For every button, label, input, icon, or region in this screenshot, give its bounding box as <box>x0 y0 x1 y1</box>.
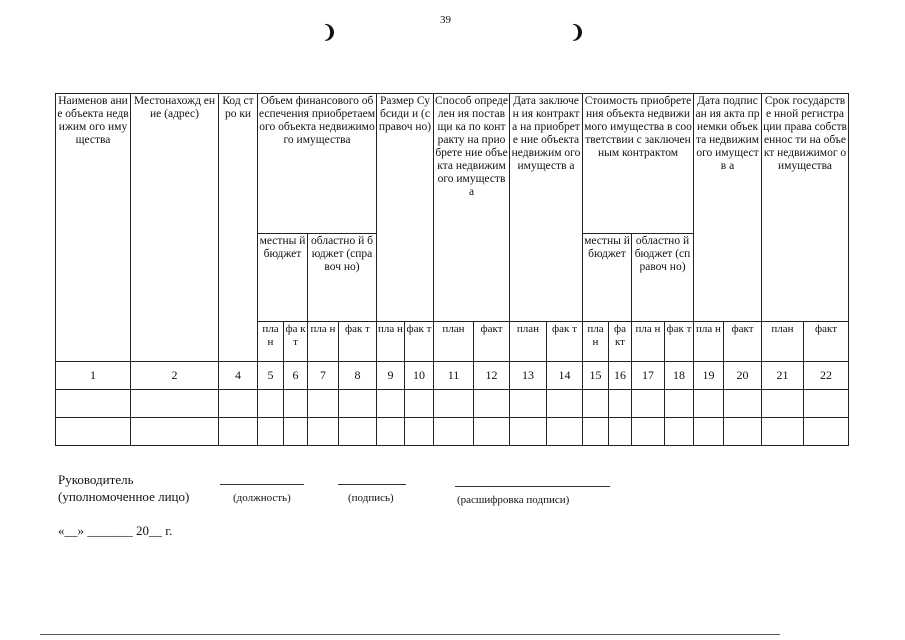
empty-cell[interactable] <box>339 418 377 446</box>
decoding-caption: (расшифровка подписи) <box>457 494 570 506</box>
empty-cell[interactable] <box>474 418 510 446</box>
empty-cell[interactable] <box>474 390 510 418</box>
empty-cell[interactable] <box>724 390 762 418</box>
plan-header: план <box>510 322 547 362</box>
column-number: 1 <box>56 362 131 390</box>
signature-line[interactable] <box>338 484 406 485</box>
fact-header: фа кт <box>284 322 308 362</box>
column-number: 6 <box>284 362 308 390</box>
empty-cell[interactable] <box>258 390 284 418</box>
fact-header: фак т <box>405 322 434 362</box>
empty-cell[interactable] <box>609 390 632 418</box>
position-caption: (должность) <box>233 492 291 504</box>
column-number: 21 <box>762 362 804 390</box>
empty-cell[interactable] <box>258 418 284 446</box>
binding-hole-mark: ❩ <box>322 22 338 42</box>
head-label: Руководитель <box>58 472 134 487</box>
plan-header: пла н <box>694 322 724 362</box>
empty-cell[interactable] <box>547 390 583 418</box>
plan-header: пла н <box>632 322 665 362</box>
empty-cell[interactable] <box>724 418 762 446</box>
column-number: 20 <box>724 362 762 390</box>
empty-cell[interactable] <box>609 418 632 446</box>
empty-cell[interactable] <box>632 390 665 418</box>
empty-cell[interactable] <box>308 418 339 446</box>
header-cost-regional: областно й бюджет (справоч но) <box>632 234 694 322</box>
header-subsidy: Размер Субсиди и (справоч но) <box>377 94 434 322</box>
header-supplier-method: Способ определен ия поставщи ка по контракту на приобрете ние объекта недвижим ого имуществ а <box>434 94 510 322</box>
header-cost-local: местны й бюджет <box>583 234 632 322</box>
plan-header: пла н <box>258 322 284 362</box>
header-location: Местонахожд ение (адрес) <box>131 94 219 362</box>
plan-header: план <box>762 322 804 362</box>
empty-cell[interactable] <box>308 390 339 418</box>
report-table <box>55 93 849 446</box>
table-row <box>56 390 849 418</box>
empty-cell[interactable] <box>632 418 665 446</box>
decoding-line[interactable] <box>455 486 610 487</box>
fact-header: фа кт <box>609 322 632 362</box>
column-number: 5 <box>258 362 284 390</box>
empty-cell[interactable] <box>762 390 804 418</box>
empty-cell[interactable] <box>762 418 804 446</box>
empty-cell[interactable] <box>547 418 583 446</box>
fact-header: факт <box>474 322 510 362</box>
header-registration: Срок государстве нной регистрации права собственнос ти на объект недвижимог о имущества <box>762 94 849 322</box>
header-financing-regional: областно й бюджет (справоч но) <box>308 234 377 322</box>
header-cost: Стоимость приобретения объекта недвижимого имущества в соответствии с заключенным контрактом <box>583 94 694 234</box>
header-object-name: Наименов ание объекта недвижим ого имущества <box>56 94 131 362</box>
column-number: 2 <box>131 362 219 390</box>
column-number: 10 <box>405 362 434 390</box>
empty-cell[interactable] <box>583 418 609 446</box>
empty-cell[interactable] <box>694 418 724 446</box>
empty-cell[interactable] <box>131 390 219 418</box>
empty-cell[interactable] <box>665 418 694 446</box>
fact-header: факт <box>804 322 849 362</box>
position-line[interactable] <box>220 484 304 485</box>
binding-hole-mark: ❩ <box>570 22 586 42</box>
empty-cell[interactable] <box>405 390 434 418</box>
column-number: 17 <box>632 362 665 390</box>
empty-cell[interactable] <box>377 390 405 418</box>
bottom-divider <box>40 634 780 635</box>
column-number: 11 <box>434 362 474 390</box>
empty-cell[interactable] <box>284 418 308 446</box>
header-contract-date: Дата заключен ия контракта на приобрете ние объекта недвижим ого имуществ а <box>510 94 583 322</box>
column-number: 12 <box>474 362 510 390</box>
column-number: 15 <box>583 362 609 390</box>
plan-header: пла н <box>377 322 405 362</box>
column-number: 8 <box>339 362 377 390</box>
empty-cell[interactable] <box>219 390 258 418</box>
fact-header: фак т <box>665 322 694 362</box>
empty-cell[interactable] <box>131 418 219 446</box>
header-financing: Объем финансового обеспечения приобретаемого объекта недвижимого имущества <box>258 94 377 234</box>
column-number: 13 <box>510 362 547 390</box>
empty-cell[interactable] <box>804 390 849 418</box>
column-number: 14 <box>547 362 583 390</box>
empty-cell[interactable] <box>377 418 405 446</box>
table-row <box>56 418 849 446</box>
empty-cell[interactable] <box>694 390 724 418</box>
column-number: 19 <box>694 362 724 390</box>
empty-cell[interactable] <box>284 390 308 418</box>
signature-caption: (подпись) <box>348 492 394 504</box>
fact-header: фак т <box>547 322 583 362</box>
empty-cell[interactable] <box>583 390 609 418</box>
plan-header: пла н <box>583 322 609 362</box>
page-number: 39 <box>440 14 451 26</box>
fact-header: факт <box>724 322 762 362</box>
column-number: 18 <box>665 362 694 390</box>
header-row-code: Код стро ки <box>219 94 258 362</box>
header-financing-local: местны й бюджет <box>258 234 308 322</box>
empty-cell[interactable] <box>665 390 694 418</box>
empty-cell[interactable] <box>56 390 131 418</box>
plan-header: план <box>434 322 474 362</box>
fact-header: фак т <box>339 322 377 362</box>
column-number: 9 <box>377 362 405 390</box>
plan-header: пла н <box>308 322 339 362</box>
column-number: 7 <box>308 362 339 390</box>
authorized-person-label: (уполномоченное лицо) <box>58 489 190 504</box>
column-number: 16 <box>609 362 632 390</box>
column-number: 22 <box>804 362 849 390</box>
empty-cell[interactable] <box>434 390 474 418</box>
empty-cell[interactable] <box>510 390 547 418</box>
empty-cell[interactable] <box>434 418 474 446</box>
empty-cell[interactable] <box>56 418 131 446</box>
empty-cell[interactable] <box>510 418 547 446</box>
column-number: 4 <box>219 362 258 390</box>
empty-cell[interactable] <box>339 390 377 418</box>
empty-cell[interactable] <box>405 418 434 446</box>
header-act-date: Дата подписан ия акта приемки объекта недвижим ого имуществ а <box>694 94 762 322</box>
date-line: «__» _______ 20__ г. <box>58 523 173 538</box>
empty-cell[interactable] <box>804 418 849 446</box>
empty-cell[interactable] <box>219 418 258 446</box>
